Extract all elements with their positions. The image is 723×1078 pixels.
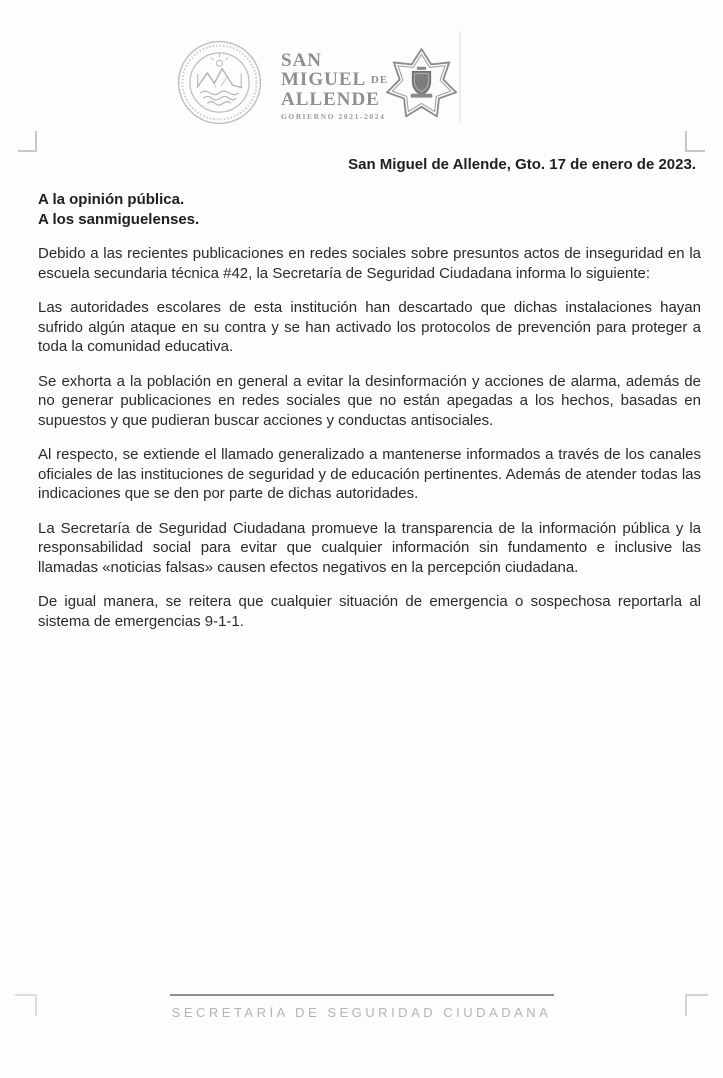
paragraph-2: Las autoridades escolares de esta institución han descartado que dichas instalaciones hayan sufrido algún ataque en su contra y se han activado los protocolos de prevención para proteger a toda la comunidad educativa. xyxy=(38,299,701,355)
salutation-line-1: A la opinión pública. xyxy=(38,191,185,208)
paragraph-3: Se exhorta a la población en general a evitar la desinformación y acciones de alarma, además de no generar publicaciones en redes sociales que no están apegadas a los hechos, basadas en supuestos y que pudieran buscar acciones y conductas antisociales. xyxy=(38,372,701,429)
dateline: San Miguel de Allende, Gto. 17 de enero de 2023. xyxy=(348,156,696,173)
salutation xyxy=(38,190,199,229)
signature-title: SECRETARÍA DE SEGURIDAD CIUDADANA xyxy=(171,1005,552,1020)
corner-mark-top-left xyxy=(18,131,37,152)
wordmark-line-allende: ALLENDE xyxy=(281,89,380,110)
wordmark-de: DE xyxy=(370,74,389,86)
paragraph-6: De igual manera, se reitera que cualquier situación de emergencia o sospechosa reportarla al sistema de emergencias 9-1-1. xyxy=(38,593,701,630)
wordmark-line-miguel: MIGUEL DE xyxy=(281,69,389,90)
police-star-badge-icon xyxy=(383,42,460,127)
paragraph-1: Debido a las recientes publicaciones en redes sociales sobre presuntos actos de inseguridad en la escuela secundaria técnica #42, la Secretaría de Seguridad Ciudadana informa lo siguiente: xyxy=(38,245,701,282)
corner-mark-top-right xyxy=(685,131,705,152)
municipal-seal-icon xyxy=(176,39,263,126)
scan-artifact-line xyxy=(459,31,461,123)
letter-body xyxy=(38,244,701,646)
signature-line xyxy=(170,994,554,996)
wordmark-line-san: SAN xyxy=(281,50,323,71)
salutation-line-2: A los sanmiguelenses. xyxy=(38,210,200,228)
wordmark-subtitle: GOBIERNO 2021-2024 xyxy=(281,112,386,121)
paragraph-4: Al respecto, se extiende el llamado generalizado a mantenerse informados a través de los canales oficiales de las instituciones de seguridad y de educación pertinentes. Además de atender todas las indicaciones que se den por parte de dichas autoridades. xyxy=(38,446,701,502)
city-wordmark xyxy=(281,51,391,121)
paragraph-5: La Secretaría de Seguridad Ciudadana promueve la transparencia de la información pública y la responsabilidad social para evitar que cualquier información sin fundamento e inclusive las llamadas «noticias falsas» causen efectos negativos en la percepción ciudadana. xyxy=(38,519,701,576)
